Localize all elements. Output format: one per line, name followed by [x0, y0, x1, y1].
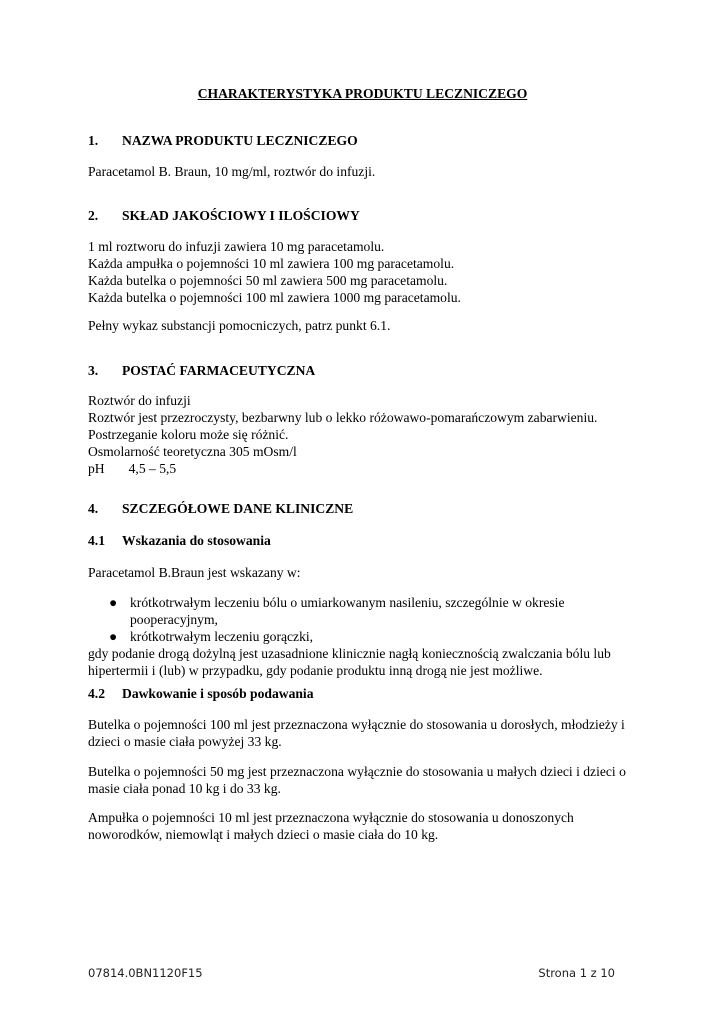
list-item-line: pooperacyjnym,	[130, 612, 218, 627]
section-2-number: 2.	[88, 208, 99, 223]
list-item	[88, 628, 628, 645]
ph-value: 4,5 – 5,5	[128, 461, 177, 476]
section-4-title: SZCZEGÓŁOWE DANE KLINICZNE	[122, 501, 354, 516]
paragraph-line: Ampułka o pojemności 10 ml jest przeznaczona wyłącznie do stosowania u donoszonych	[88, 810, 574, 825]
section-3-line: Osmolarność teoretyczna 305 mOsm/l	[88, 444, 297, 459]
conclusion-line: gdy podanie drogą dożylną jest uzasadnione klinicznie nagłą koniecznością zwalczania bólu lub	[88, 646, 611, 661]
subsection-4-2-number: 4.2	[88, 686, 105, 701]
section-2-line: Każda butelka o pojemności 50 ml zawiera 500 mg paracetamolu.	[88, 273, 448, 288]
subsection-4-1-conclusion	[88, 645, 628, 679]
section-1-body: Paracetamol B. Braun, 10 mg/ml, roztwór do infuzji.	[88, 164, 376, 179]
subsection-4-1-intro: Paracetamol B.Braun jest wskazany w:	[88, 565, 301, 580]
paragraph-line: Butelka o pojemności 50 mg jest przeznaczona wyłącznie do stosowania u małych dzieci i dzieci o	[88, 764, 626, 779]
list-item	[88, 594, 628, 628]
subsection-4-2-heading	[88, 686, 314, 702]
section-1-heading	[88, 133, 358, 149]
bullet-marker: ●	[109, 595, 118, 610]
section-3-line: Postrzeganie koloru może się różnić.	[88, 427, 289, 442]
indications-list	[88, 594, 628, 645]
paragraph-line: noworodków, niemowląt i małych dzieci o masie ciała do 10 kg.	[88, 827, 439, 842]
section-2-note: Pełny wykaz substancji pomocniczych, patrz punkt 6.1.	[88, 318, 391, 333]
subsection-4-1-title: Wskazania do stosowania	[122, 533, 271, 548]
section-2-line: 1 ml roztworu do infuzji zawiera 10 mg paracetamolu.	[88, 239, 385, 254]
dosage-paragraph-2	[88, 763, 628, 797]
paragraph-line: Butelka o pojemności 100 ml jest przeznaczona wyłącznie do stosowania u dorosłych, młodzieży i	[88, 717, 625, 732]
section-4-number: 4.	[88, 501, 99, 516]
section-1-title: NAZWA PRODUKTU LECZNICZEGO	[122, 133, 358, 148]
section-2-line: Każda ampułka o pojemności 10 ml zawiera 100 mg paracetamolu.	[88, 256, 455, 271]
subsection-4-2-title: Dawkowanie i sposób podawania	[122, 686, 314, 701]
paragraph-line: masie ciała ponad 10 kg i do 33 kg.	[88, 781, 281, 796]
bullet-marker: ●	[109, 629, 118, 644]
section-3-number: 3.	[88, 363, 99, 378]
subsection-4-1-number: 4.1	[88, 533, 105, 548]
conclusion-line: hipertermii i (lub) w przypadku, gdy podanie produktu inną drogą nie jest możliwe.	[88, 663, 543, 678]
list-item-line: krótkotrwałym leczeniu bólu o umiarkowanym nasileniu, szczególnie w okresie	[130, 595, 565, 610]
section-2-body	[88, 238, 628, 306]
section-3-body	[88, 392, 628, 477]
section-2-title: SKŁAD JAKOŚCIOWY I ILOŚCIOWY	[122, 208, 360, 223]
section-2-line: Każda butelka o pojemności 100 ml zawiera 1000 mg paracetamolu.	[88, 290, 461, 305]
subsection-4-1-heading	[88, 533, 271, 549]
section-1-number: 1.	[88, 133, 99, 148]
document-title: CHARAKTERYSTYKA PRODUKTU LECZNICZEGO	[197, 86, 528, 101]
ph-row	[88, 460, 628, 477]
dosage-paragraph-3	[88, 809, 628, 843]
section-3-line: Roztwór do infuzji	[88, 393, 191, 408]
paragraph-line: dzieci o masie ciała powyżej 33 kg.	[88, 734, 282, 749]
section-3-title: POSTAĆ FARMACEUTYCZNA	[122, 363, 316, 378]
list-item-line: krótkotrwałym leczeniu gorączki,	[130, 629, 314, 644]
section-3-heading	[88, 363, 315, 379]
section-2-heading	[88, 208, 360, 224]
section-3-line: Roztwór jest przezroczysty, bezbarwny lub o lekko różowawo-pomarańczowym zabarwieniu.	[88, 410, 598, 425]
footer-page-number: Strona 1 z 10	[538, 966, 615, 980]
section-4-heading	[88, 501, 353, 517]
ph-label: pH	[88, 461, 105, 476]
footer-document-code: 07814.0BN1120F15	[88, 966, 203, 980]
dosage-paragraph-1	[88, 716, 628, 750]
